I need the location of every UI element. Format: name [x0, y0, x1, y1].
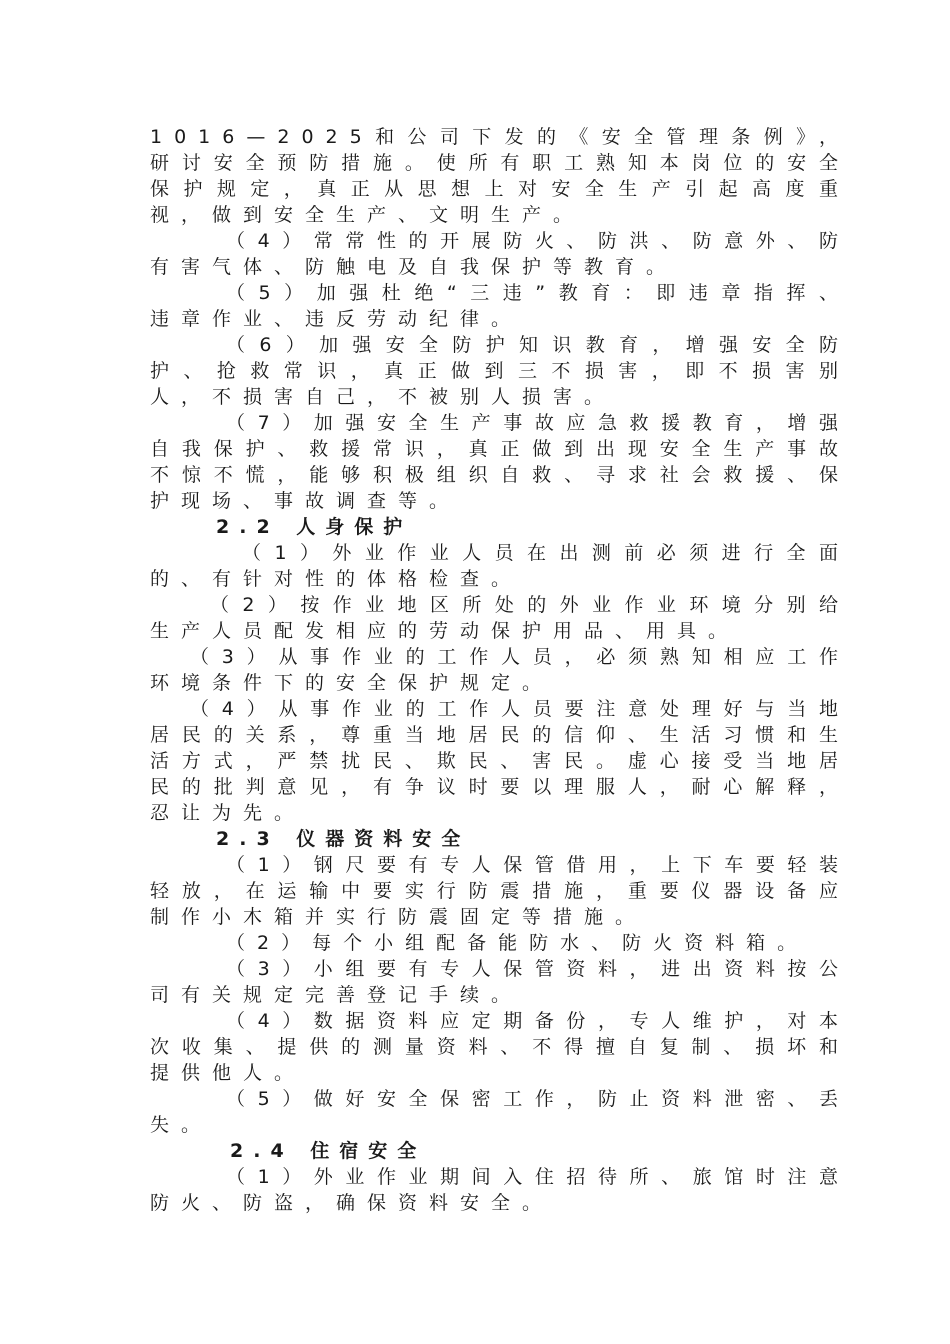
document-body	[150, 124, 850, 1216]
paragraph-data-backup: （4）数据资料应定期备份，专人维护，对本次收集、提供的测量资料、不得擅自复制、损坏和提供他人。	[150, 1010, 850, 1084]
paragraph-data-custody: （3）小组要有专人保管资料，进出资料按公司有关规定完善登记手续。	[150, 958, 850, 1006]
paragraph-item-4-fire-prevention: （4）常常性的开展防火、防洪、防意外、防有害气体、防触电及自我保护等教育。	[150, 230, 850, 278]
paragraph-hotel-safety: （1）外业作业期间入住招待所、旅馆时注意防火、防盗，确保资料安全。	[150, 1166, 850, 1214]
paragraph-item-6-safety-knowledge: （6）加强安全防护知识教育，增强安全防护、抢救常识，真正做到三不损害，即不损害别人，不损害自己，不被别人损害。	[150, 334, 850, 408]
paragraph-safety-rules: （3）从事作业的工作人员，必须熟知相应工作环境条件下的安全保护规定。	[150, 646, 850, 694]
paragraph-item-7-emergency-rescue: （7）加强安全生产事故应急救援教育，增强自我保护、救援常识，真正做到出现安全生产事故不惊不慌，能够积极组织自救、寻求社会救援、保护现场、事故调查等。	[150, 412, 850, 512]
paragraph-local-relations: （4）从事作业的工作人员要注意处理好与当地居民的关系，尊重当地居民的信仰、生活习惯和生活方式，严禁扰民、欺民、害民。虚心接受当地居民的批判意见，有争议时要以理服人，耐心解释，忍让为先。	[150, 698, 850, 824]
paragraph-data-box: （2）每个小组配备能防水、防火资料箱。	[226, 932, 809, 954]
section-heading-accommodation-safety: 2.4 住宿安全	[230, 1140, 427, 1162]
section-heading-instrument-data-safety: 2.3 仪器资料安全	[216, 828, 471, 850]
paragraph-continuation: 1016—2025和公司下发的《安全管理条例》，研讨安全预防措施。使所有职工熟知本岗位的安全保护规定，真正从思想上对安全生产引起高度重视，做到安全生产、文明生产。	[150, 126, 850, 226]
paragraph-physical-exam: （1）外业作业人员在出测前必须进行全面的、有针对性的体格检查。	[150, 542, 850, 590]
paragraph-item-5-three-violations: （5）加强杜绝“三违”教育：即违章指挥、违章作业、违反劳动纪律。	[150, 282, 850, 330]
paragraph-protective-equipment: （2）按作业地区所处的外业作业环境分别给生产人员配发相应的劳动保护用品、用具。	[150, 594, 850, 642]
paragraph-confidentiality: （5）做好安全保密工作，防止资料泄密、丢失。	[150, 1088, 850, 1136]
paragraph-instrument-handling: （1）钢尺要有专人保管借用，上下车要轻装轻放，在运输中要实行防震措施，重要仪器设备应制作小木箱并实行防震固定等措施。	[150, 854, 850, 928]
section-heading-personal-protection: 2.2 人身保护	[216, 516, 413, 538]
